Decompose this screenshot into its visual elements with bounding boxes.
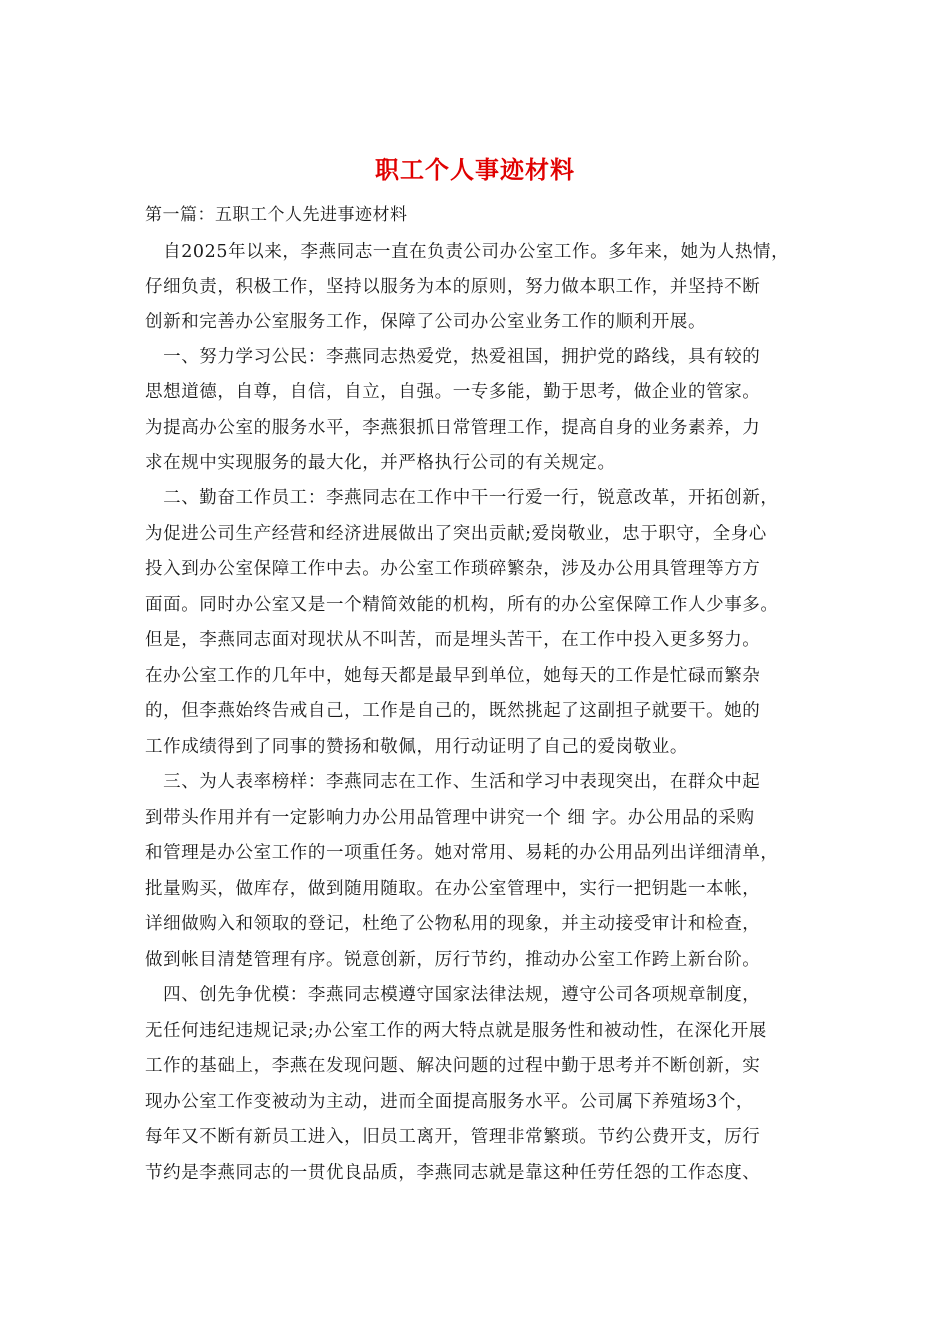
body-line: 思想道德，自尊，自信，自立，自强。一专多能，勤于思考，做企业的管家。 [145,382,761,402]
body-line: 三、为人表率榜样：李燕同志在工作、生活和学习中表现突出，在群众中起 [145,772,761,792]
body-line: 仔细负责，积极工作，坚持以服务为本的原则，努力做本职工作，并坚持不断 [145,277,761,297]
body-line: 工作成绩得到了同事的赞扬和敬佩，用行动证明了自己的爱岗敬业。 [145,737,688,757]
body-line: 面面。同时办公室又是一个精简效能的机构，所有的办公室保障工作人少事多。 [145,595,779,615]
document-title: 职工个人事迹材料 [375,155,575,184]
body-line: 投入到办公室保障工作中去。办公室工作琐碎繁杂，涉及办公用具管理等方方 [145,559,761,579]
body-line: 创新和完善办公室服务工作，保障了公司办公室业务工作的顺利开展。 [145,312,707,332]
body-line: 二、勤奋工作员工：李燕同志在工作中干一行爱一行，锐意改革，开拓创新， [145,488,779,508]
body-line: 四、创先争优模：李燕同志模遵守国家法律法规，遵守公司各项规章制度， [145,985,761,1005]
body-line: 到带头作用并有一定影响力办公用品管理中讲究一个 细 字。办公用品的采购 [145,808,755,828]
body-line: 详细做购入和领取的登记，杜绝了公物私用的现象，并主动接受审计和检查， [145,914,761,934]
body-line: 的，但李燕始终告戒自己，工作是自己的，既然挑起了这副担子就要干。她的 [145,701,761,721]
body-line: 批量购买，做库存，做到随用随取。在办公室管理中，实行一把钥匙一本帐， [145,879,761,899]
body-line: 和管理是办公室工作的一项重任务。她对常用、易耗的办公用品列出详细清单， [145,843,779,863]
body-line: 为提高办公室的服务水平，李燕狠抓日常管理工作，提高自身的业务素养，力 [145,418,761,438]
body-line: 在办公室工作的几年中，她每天都是最早到单位，她每天的工作是忙碌而繁杂 [145,666,761,686]
body-line: 求在规中实现服务的最大化，并严格执行公司的有关规定。 [145,453,616,473]
body-line: 为促进公司生产经营和经济进展做出了突出贡献;爱岗敬业，忠于职守，全身心 [145,524,767,544]
body-line: 现办公室工作变被动为主动，进而全面提高服务水平。公司属下养殖场3个， [145,1092,755,1112]
body-line: 每年又不断有新员工进入，旧员工离开，管理非常繁琐。节约公费开支，厉行 [145,1127,761,1147]
body-line: 自2025年以来，李燕同志一直在负责公司办公室工作。多年来，她为人热情， [145,242,790,262]
body-line: 无任何违纪违规记录;办公室工作的两大特点就是服务性和被动性，在深化开展 [145,1021,767,1041]
body-line: 节约是李燕同志的一贯优良品质，李燕同志就是靠这种任劳任怨的工作态度、 [145,1163,761,1183]
body-line: 但是，李燕同志面对现状从不叫苦，而是埋头苦干，在工作中投入更多努力。 [145,630,761,650]
body-line: 做到帐目清楚管理有序。锐意创新，厉行节约，推动办公室工作跨上新台阶。 [145,950,761,970]
body-line: 工作的基础上，李燕在发现问题、解决问题的过程中勤于思考并不断创新，实 [145,1056,761,1076]
section-heading: 第一篇：五职工个人先进事迹材料 [145,205,408,225]
body-line: 一、努力学习公民：李燕同志热爱党，热爱祖国，拥护党的路线，具有较的 [145,347,761,367]
